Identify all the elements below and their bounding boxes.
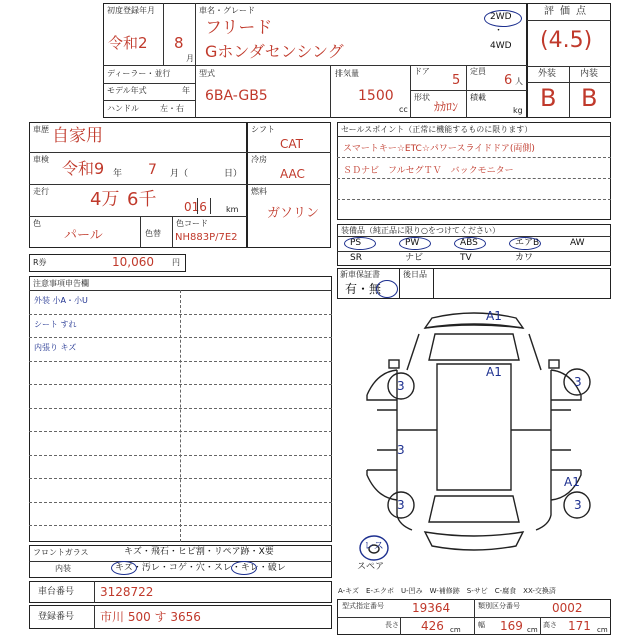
- damage-fr-3: 3: [574, 375, 582, 389]
- sales-line-1: スマートキー☆ETC☆パワースライドドア(両側): [343, 144, 535, 154]
- equipment-item: PW: [405, 238, 420, 248]
- model-label: 型式: [199, 69, 215, 78]
- damage-rr-3: 3: [574, 498, 582, 512]
- handle-label: ハンドル: [107, 104, 139, 113]
- shape: ｶｶﾛﾝ: [434, 100, 459, 114]
- class-label: 類別区分番号: [478, 602, 520, 610]
- damage-roof-a1: A1: [486, 365, 502, 379]
- windshield-label: フロントガラス: [33, 548, 89, 557]
- damage-ml-3: 3: [397, 443, 405, 457]
- note-line: 外装 小A・小U: [34, 296, 88, 305]
- shift: CAT: [280, 137, 303, 151]
- note-line: シート すれ: [34, 319, 77, 329]
- model-spec-number: 19364: [412, 601, 451, 615]
- door-label: ドア: [414, 67, 430, 76]
- model-year-label: モデル年式: [107, 86, 147, 95]
- inspection-label: 車検: [33, 155, 49, 164]
- height: 171: [568, 619, 591, 633]
- width: 169: [500, 619, 523, 633]
- warranty-nashi-circle: [376, 280, 398, 298]
- month-paren: 月（: [170, 169, 189, 179]
- interior-row-label: 内装: [55, 564, 71, 573]
- inspection-month: 7: [148, 162, 157, 178]
- first-reg-month: 8: [174, 34, 184, 52]
- equipment-item: エアB: [515, 238, 540, 248]
- damage-rear-a1: A1: [564, 475, 580, 489]
- drive-4wd: 4WD: [490, 41, 512, 51]
- ac-label: 冷房: [251, 155, 267, 164]
- height-label: 高さ: [543, 621, 557, 629]
- length-label: 長さ: [385, 621, 399, 629]
- year-unit: 年: [113, 169, 123, 179]
- interior-grade: B: [581, 84, 598, 112]
- month-unit: 月: [186, 54, 194, 63]
- doors: 5: [452, 73, 461, 88]
- chassis-box: [29, 581, 332, 603]
- first-reg-era: 令和2: [108, 34, 148, 52]
- registration-number: 市川 500 す 3656: [100, 610, 201, 624]
- interior-kizu-circle: [111, 561, 137, 575]
- fuel-label: 燃料: [251, 187, 267, 196]
- damage-fl-3: 3: [397, 379, 405, 393]
- interior-sure-circle: [231, 561, 257, 575]
- score-label: 評価点: [544, 6, 592, 17]
- equipment-item: AW: [570, 238, 585, 248]
- mileage-label: 走行: [33, 187, 49, 196]
- record-box: [399, 268, 611, 299]
- height-unit: cm: [597, 626, 608, 634]
- equipment-item: TV: [460, 253, 472, 263]
- damage-rl-3: 3: [397, 498, 405, 512]
- km-unit: km: [226, 205, 239, 214]
- shift-label: シフト: [251, 125, 275, 134]
- color-value: パール: [64, 228, 103, 243]
- kg-unit: kg: [513, 106, 523, 115]
- spare-label: スペア: [357, 562, 385, 572]
- type-value: 自家用: [52, 126, 103, 146]
- displacement: 1500: [358, 88, 394, 104]
- handle-value: 左・右: [160, 104, 184, 113]
- class-number: 0002: [552, 601, 583, 615]
- name-grade-label: 車名・グレード: [199, 6, 255, 15]
- fuel: ガソリン: [267, 206, 320, 221]
- windshield-value: キズ・飛石・ヒビ割・リペア跡・X要: [124, 547, 274, 557]
- length: 426: [421, 619, 444, 633]
- equipment-circle: [399, 237, 431, 250]
- car-grade: Gホンダセンシング: [205, 42, 344, 61]
- recycle-amount: 10,060: [112, 255, 154, 269]
- model-year-unit: 年: [182, 86, 190, 95]
- new-car-warranty-label: 新車保証書: [340, 270, 380, 279]
- exterior-grade: B: [540, 84, 557, 112]
- equipment-circle: [454, 237, 486, 250]
- equipment-circle: [344, 237, 376, 250]
- note-line: 内張り キズ: [34, 343, 77, 352]
- drive-2wd: 2WD: [490, 12, 512, 22]
- mileage-sen: 6千: [127, 189, 157, 210]
- capacity-label: 定員: [470, 67, 486, 76]
- width-unit: cm: [527, 626, 538, 634]
- car-name: フリード: [205, 18, 273, 38]
- car-roof: [437, 364, 511, 490]
- sales-line-2: ＳＤナビ フルセグＴＶ バックモニター: [343, 166, 514, 176]
- recycle-box: [29, 254, 186, 272]
- damage-legend: A-キズ E-エクボ U-凹み W-補修跡 S-サビ C-腐食 XX-交換済: [338, 587, 556, 595]
- chassis-number: 3128722: [100, 585, 154, 599]
- equipment-item: カワ: [515, 253, 534, 263]
- chassis-label: 車台番号: [38, 587, 75, 597]
- equipment-item: PS: [350, 238, 362, 248]
- equipment-circle: [509, 237, 541, 250]
- exterior-label: 外装: [538, 69, 557, 79]
- record-label: 後日品: [403, 270, 427, 279]
- recycle-unit: 円: [172, 258, 180, 267]
- width-label: 幅: [478, 621, 485, 629]
- capacity: 6: [504, 73, 513, 88]
- color-change-label: 色替: [145, 229, 161, 238]
- model-spec-label: 型式指定番号: [342, 602, 384, 610]
- displacement-label: 排気量: [335, 69, 359, 78]
- car-diagram: [337, 300, 611, 572]
- cc-unit: cc: [399, 105, 408, 114]
- equipment-item: ナビ: [405, 253, 424, 263]
- drive-dot: ・: [494, 26, 504, 36]
- car-rear-outline: [425, 532, 523, 550]
- load-label: 積載: [470, 93, 486, 102]
- sales-title: セールスポイント（正常に機能するものに限ります）: [341, 125, 533, 134]
- equipment-title: 装備品（純正品に限り○をつけてください）: [341, 226, 500, 235]
- damage-front-a1: A1: [486, 309, 502, 323]
- color-code-label: 色コード: [176, 219, 208, 228]
- shape-label: 形状: [414, 93, 430, 102]
- model-code: 6BA-GB5: [205, 88, 268, 104]
- length-unit: cm: [450, 626, 461, 634]
- interior-label: 内装: [580, 69, 599, 79]
- score: (4.5): [540, 28, 593, 53]
- recycle-label: R券: [33, 258, 47, 267]
- notes-title: 注意事項申告欄: [33, 279, 89, 288]
- type-label: 車歴: [33, 125, 49, 134]
- ac: AAC: [280, 167, 305, 181]
- interior-row-value: キズ・汚レ・コゲ・穴・スレ・キレ・破レ: [115, 563, 286, 573]
- inspection-era: 令和9: [62, 159, 105, 178]
- color-label: 色: [33, 219, 41, 228]
- mileage-rest: 016: [184, 200, 207, 214]
- warranty-value: 有・無: [345, 282, 382, 296]
- spare-less: レス: [364, 541, 384, 552]
- dealer-label: ディーラー・並行: [107, 69, 171, 78]
- first-reg-label: 初度登録年月: [107, 6, 155, 15]
- day-unit: 日）: [224, 169, 243, 179]
- car-right-side: [536, 370, 551, 530]
- person-unit: 人: [515, 77, 523, 86]
- mileage-man: 4万: [90, 189, 120, 210]
- equipment-item: ABS: [460, 238, 478, 248]
- registration-label: 登録番号: [38, 612, 75, 622]
- equipment-item: SR: [350, 253, 362, 263]
- color-code: NH883P/7E2: [175, 232, 238, 243]
